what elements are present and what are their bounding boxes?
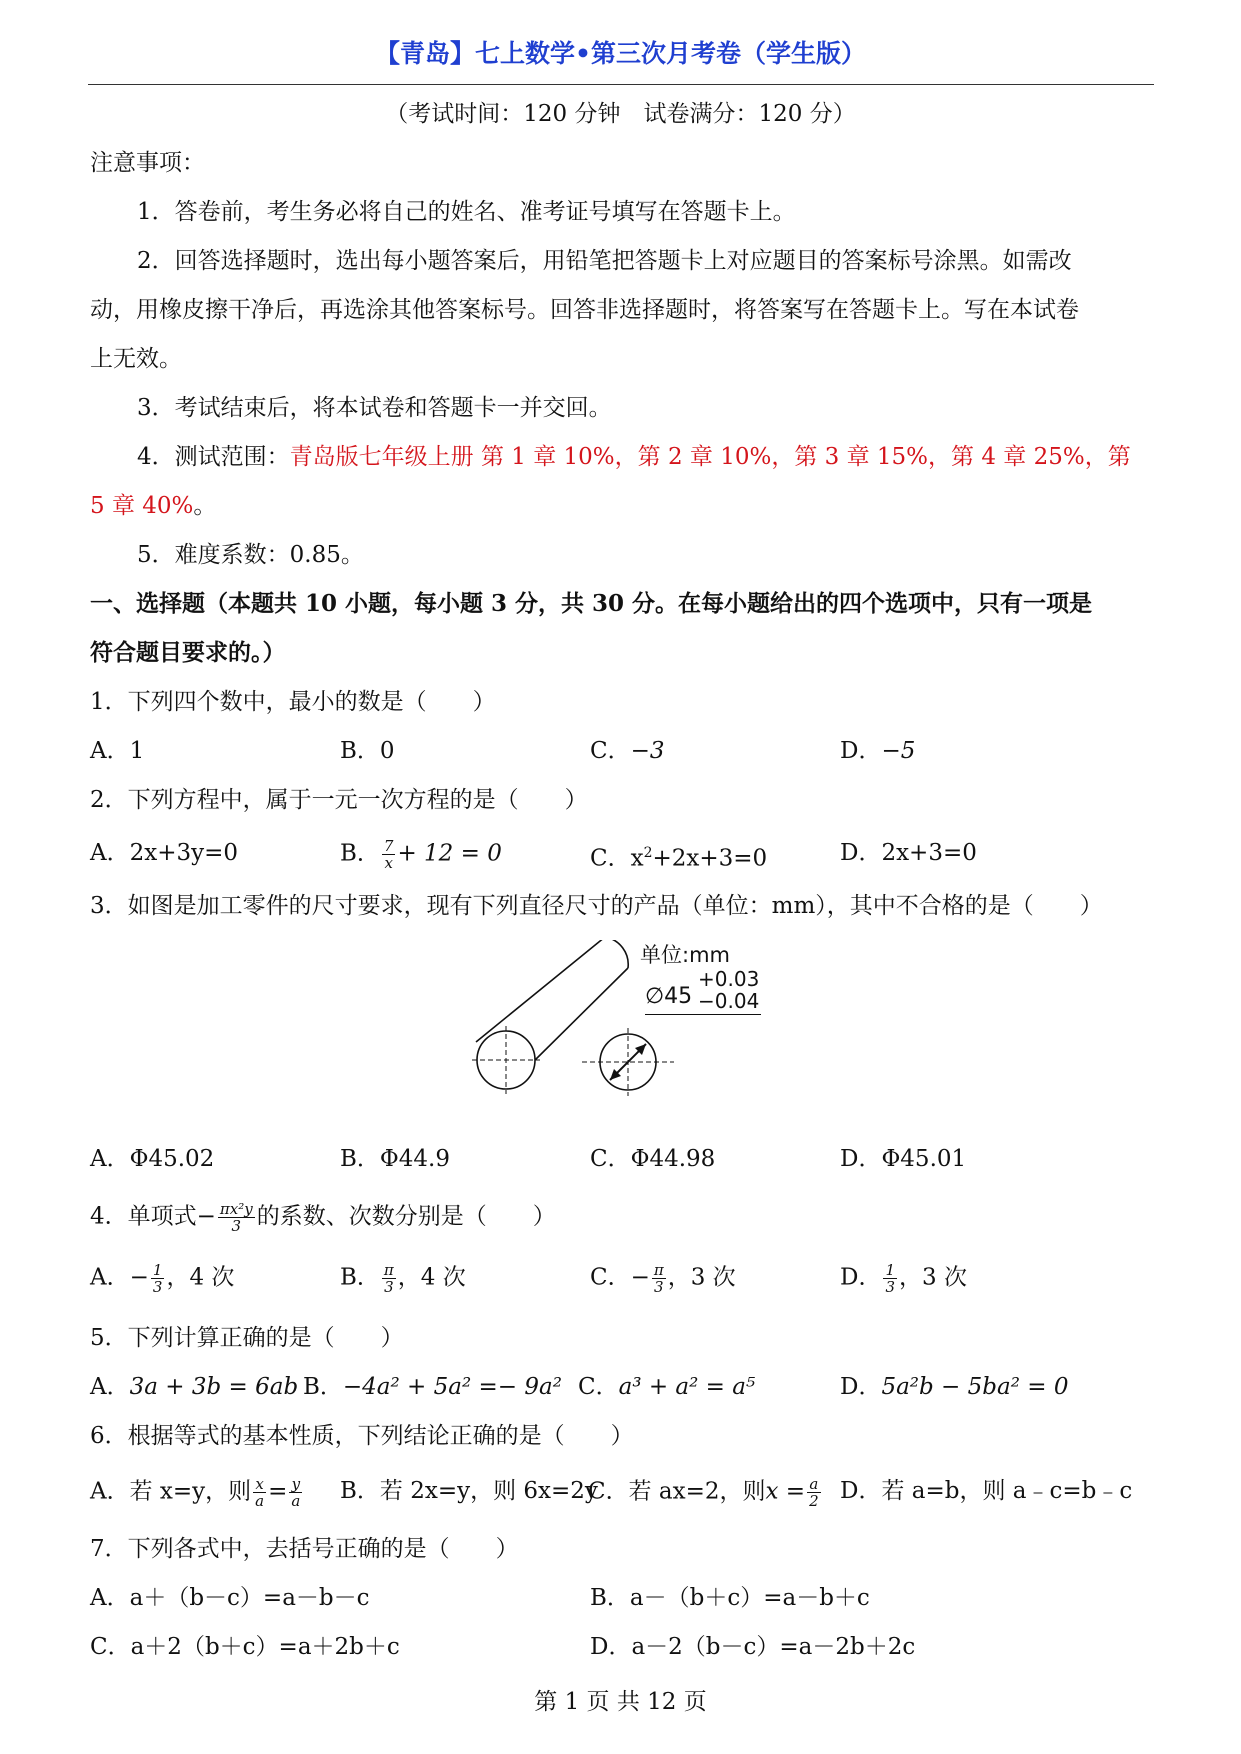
q2-stem: 2．下列方程中，属于一元一次方程的是（ ） — [90, 787, 588, 813]
q5-option-a — [90, 1372, 298, 1402]
q1-option-c-value: −3 — [630, 738, 665, 764]
note-4-suffix: 。 — [193, 493, 217, 519]
q6-option-c-fraction — [807, 1476, 821, 1509]
cylinder-edge-top — [476, 940, 605, 1042]
q6-option-a-label: A．若 x=y，则 — [90, 1478, 252, 1505]
q3-figure-underline — [645, 1014, 761, 1015]
q3-figure-unit: 单位:mm — [640, 943, 730, 967]
q5-option-b-label: B． — [303, 1374, 343, 1400]
q4-stem — [90, 1201, 556, 1234]
q7-option-b: B．a－（b＋c）=a－b＋c — [590, 1585, 870, 1611]
note-4-line-2 — [90, 491, 216, 521]
q4-stem-fraction — [218, 1201, 255, 1234]
q3-option-a: A．Φ45.02 — [90, 1146, 215, 1172]
fraction-denominator: 3 — [152, 1278, 163, 1296]
q4-option-c-rest: ，3 次 — [667, 1264, 736, 1291]
fraction-numerator: y — [289, 1476, 302, 1493]
q4-stem-end: 的系数、次数分别是（ ） — [256, 1203, 556, 1230]
fraction-numerator: π — [383, 1261, 394, 1279]
q3-figure-dimension: ∅45 — [645, 984, 693, 1009]
q6-option-a-equals: = — [268, 1478, 288, 1505]
fraction-numerator: πx²y — [219, 1200, 253, 1218]
fraction-denominator: 3 — [885, 1278, 895, 1296]
q7-stem: 7．下列各式中，去括号正确的是（ ） — [90, 1536, 519, 1562]
q3-figure-upper-tolerance: +0.03 — [698, 967, 760, 991]
fraction-numerator: 1 — [152, 1261, 163, 1279]
q4-option-d-rest: ，3 次 — [899, 1264, 967, 1291]
q1-option-d — [840, 736, 915, 766]
q4-option-b — [340, 1262, 466, 1295]
q6-option-a-fraction-1 — [253, 1476, 266, 1509]
page-footer: 第 1 页 共 12 页 — [534, 1689, 707, 1715]
q4-option-d-label: D． — [840, 1264, 882, 1291]
q6-option-a — [90, 1476, 304, 1509]
fraction-denominator: x — [384, 854, 393, 872]
note-4-prefix: 4．测试范围： — [137, 444, 290, 470]
q6-option-c-lhs: x = — [765, 1478, 806, 1505]
fraction-denominator: 3 — [384, 1278, 394, 1296]
q5-option-c-expr: a³ + a² = a⁵ — [618, 1374, 756, 1400]
q4-option-a — [90, 1262, 234, 1295]
fraction-numerator: 1 — [885, 1261, 895, 1279]
q3-option-c: C．Φ44.98 — [590, 1146, 716, 1172]
note-4-line-1 — [137, 442, 1131, 472]
fraction-denominator: 3 — [654, 1278, 664, 1296]
q4-option-b-rest: ，4 次 — [397, 1264, 466, 1291]
note-4-scope-end: 5 章 40% — [90, 493, 194, 519]
q6-stem: 6．根据等式的基本性质，下列结论正确的是（ ） — [90, 1423, 634, 1449]
q5-option-a-expr: 3a + 3b = 6ab — [129, 1374, 299, 1400]
note-5: 5．难度系数：0.85。 — [137, 542, 364, 568]
q5-option-a-label: A． — [90, 1374, 130, 1400]
q3-option-d: D．Φ45.01 — [840, 1146, 967, 1172]
q4-option-c-label: C．− — [590, 1264, 650, 1291]
fraction-numerator: π — [653, 1261, 664, 1279]
q1-option-c — [590, 736, 665, 766]
section-1-title-line-1: 一、选择题（本题共 10 小题，每小题 3 分，共 30 分。在每小题给出的四个选项中，只有一项是 — [90, 590, 1093, 617]
q2-option-b-rest: + 12 = 0 — [397, 840, 502, 867]
q5-option-d — [840, 1372, 1068, 1402]
q3-stem: 3．如图是加工零件的尺寸要求，现有下列直径尺寸的产品（单位：mm），其中不合格的是（ ） — [90, 893, 1103, 919]
q2-option-a: A．2x+3y=0 — [90, 840, 239, 866]
q1-option-d-value: −5 — [881, 738, 916, 764]
q6-option-c-label: C．若 ax=2，则 — [588, 1478, 766, 1505]
cylinder-far-end — [605, 940, 628, 968]
q5-option-b-expr: −4a² + 5a² =− 9a² — [342, 1374, 562, 1400]
note-2-line-1: 2．回答选择题时，选出每小题答案后，用铅笔把答题卡上对应题目的答案标号涂黑。如需改 — [137, 248, 1072, 274]
note-3: 3．考试结束后，将本试卷和答题卡一并交回。 — [137, 395, 612, 421]
q4-option-d — [840, 1262, 967, 1295]
q3-option-b: B．Φ44.9 — [340, 1146, 450, 1172]
q1-option-d-label: D． — [840, 738, 882, 764]
q4-option-b-fraction — [382, 1262, 396, 1295]
fraction-denominator: 3 — [231, 1217, 242, 1235]
fraction-denominator: 2 — [809, 1492, 819, 1510]
q6-option-b: B．若 2x=y，则 6x=2y — [340, 1478, 598, 1504]
q7-option-c: C．a＋2（b＋c）=a＋2b＋c — [90, 1634, 400, 1660]
q2-option-c-rest: +2x+3=0 — [652, 845, 768, 872]
q2-option-b — [340, 838, 502, 871]
note-4-scope: 青岛版七年级上册 第 1 章 10%，第 2 章 10%，第 3 章 15%，第 4 章 25%，第 — [289, 444, 1131, 470]
q2-option-d: D．2x+3=0 — [840, 840, 977, 866]
note-2-line-2: 动，用橡皮擦干净后，再选涂其他答案标号。回答非选择题时，将答案写在答题卡上。写在本试卷 — [90, 297, 1079, 323]
exam-info: （考试时间：120 分钟 试卷满分：120 分） — [385, 101, 856, 127]
q7-option-a: A．a＋（b－c）=a－b－c — [90, 1585, 370, 1611]
q5-stem: 5．下列计算正确的是（ ） — [90, 1325, 404, 1351]
notes-heading: 注意事项： — [90, 150, 205, 176]
note-1: 1．答卷前，考生务必将自己的姓名、准考证号填写在答题卡上。 — [137, 199, 796, 225]
fraction-numerator: 7 — [383, 837, 394, 855]
note-2-line-3: 上无效。 — [90, 346, 182, 372]
q7-option-d: D．a－2（b－c）=a－2b＋2c — [590, 1634, 916, 1660]
q6-option-c — [588, 1476, 823, 1509]
q5-option-c-label: C． — [578, 1374, 619, 1400]
page-header-title: 【青岛】七上数学•第三次月考卷（学生版） — [375, 39, 866, 68]
q2-option-b-label: B． — [340, 840, 380, 867]
q4-option-a-label: A．− — [90, 1264, 149, 1291]
q4-option-a-rest: ，4 次 — [166, 1264, 235, 1291]
section-1-title-line-2: 符合题目要求的。） — [90, 639, 286, 666]
q5-option-d-expr: 5a²b − 5ba² = 0 — [881, 1374, 1069, 1400]
q4-option-c-fraction — [652, 1262, 666, 1295]
q4-stem-start: 4．单项式− — [90, 1203, 216, 1230]
q4-option-b-label: B． — [340, 1264, 380, 1291]
q4-option-a-fraction — [151, 1262, 165, 1295]
q3-figure-lower-tolerance: −0.04 — [698, 989, 760, 1013]
q2-option-c-label: C．x — [590, 845, 644, 872]
q4-option-c — [590, 1262, 736, 1295]
fraction-numerator: a — [807, 1476, 821, 1493]
q1-option-c-label: C． — [590, 738, 631, 764]
q5-option-b — [303, 1372, 562, 1402]
q2-option-b-fraction — [382, 838, 396, 871]
q1-option-b: B．0 — [340, 738, 395, 764]
q2-option-c-exponent: 2 — [643, 845, 653, 861]
q1-option-a: A．1 — [90, 738, 145, 764]
fraction-denominator: a — [291, 1492, 301, 1510]
q6-option-a-fraction-2 — [289, 1476, 302, 1509]
q5-option-d-label: D． — [840, 1374, 882, 1400]
q4-option-d-fraction — [883, 1262, 897, 1295]
header-divider — [88, 84, 1154, 85]
q5-option-c — [578, 1372, 755, 1402]
fraction-denominator: a — [255, 1492, 265, 1510]
q2-option-c — [590, 838, 767, 874]
q6-option-d: D．若 a=b，则 a﹣c=b﹣c — [840, 1478, 1133, 1504]
q1-stem: 1．下列四个数中，最小的数是（ ） — [90, 689, 496, 715]
fraction-numerator: x — [253, 1476, 266, 1493]
